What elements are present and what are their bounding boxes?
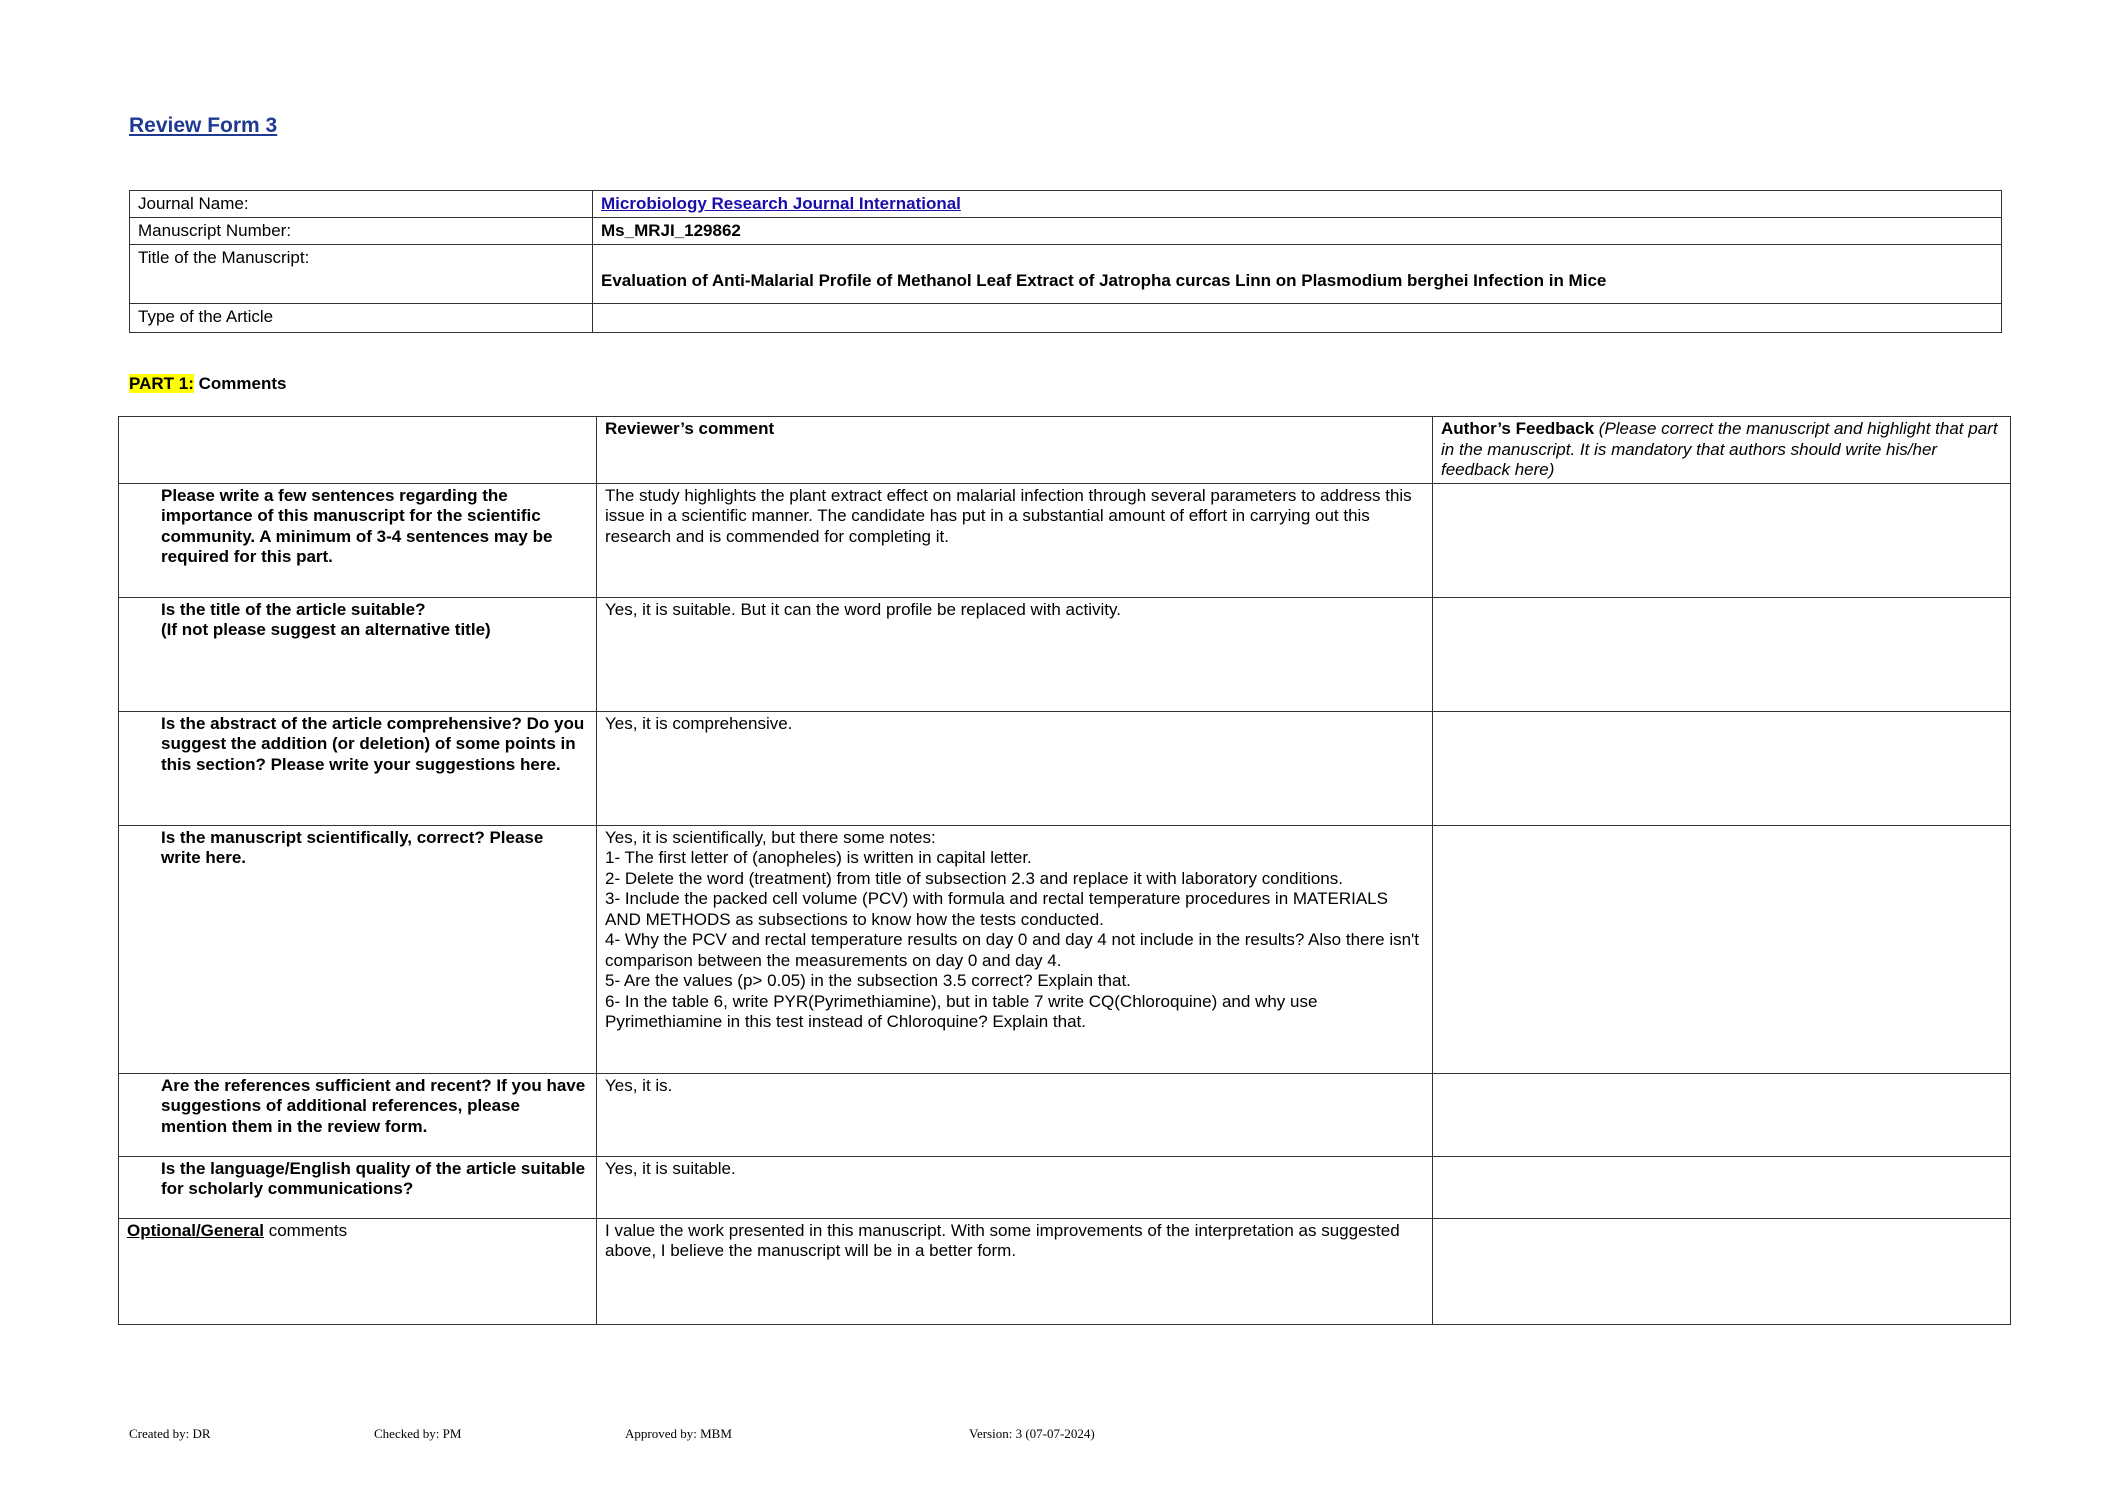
author-feedback-cell[interactable] [1433,825,2011,1073]
author-feedback-cell[interactable] [1433,483,2011,597]
author-feedback-cell[interactable] [1433,597,2011,711]
question-line: (If not please suggest an alternative title) [161,620,491,639]
manuscript-title-value: Evaluation of Anti-Malarial Profile of Methanol Leaf Extract of Jatropha curcas Linn on Plasmodium berghei Infection in Mice [593,245,2002,304]
reviewer-comment [597,1073,1433,1156]
author-feedback-title: Author’s Feedback [1441,419,1595,438]
manuscript-number-label: Manuscript Number: [130,218,593,245]
empty-header-cell [119,417,597,484]
comment-line: 1- The first letter of (anopheles) is written in capital letter. [605,848,1032,867]
table-row [119,1156,2011,1218]
reviewer-comment [597,711,1433,825]
journal-label: Journal Name: [130,191,593,218]
reviewer-comment-header: Reviewer’s comment [597,417,1433,484]
author-feedback-cell[interactable] [1433,1073,2011,1156]
table-row [119,483,2011,597]
comment-line: 6- In the table 6, write PYR(Pyrimethiamine), but in table 7 write CQ(Chloroquine) and why use Pyrimethiamine in this test instead of Chloroquine? Explain that. [605,991,1318,1031]
comment-line: Yes, it is comprehensive. [605,713,793,733]
comment-line: Yes, it is scientifically, but there some notes: [605,827,936,847]
article-type-value [593,304,2002,333]
footer-checked: Checked by: PM [374,1426,462,1441]
table-row [119,711,2011,825]
reviewer-comment [597,1156,1433,1218]
table-row [119,1218,2011,1324]
reviewer-comment [597,597,1433,711]
journal-value-cell [593,191,2002,218]
reviewer-comment [597,483,1433,597]
table-row [130,218,2002,245]
optional-general-label-cell [119,1218,597,1324]
author-feedback-header [1433,417,2011,484]
question-line: Is the title of the article suitable? [161,599,426,619]
footer-created: Created by: DR [129,1426,211,1441]
part1-label: PART 1: [129,374,194,393]
author-feedback-instructions: (Please correct the manuscript and highlight that part in the manuscript. It is mandatory that authors should write his/her feedback here) [1441,419,1998,479]
footer-approved: Approved by: MBM [625,1426,732,1441]
question-references: Are the references sufficient and recent? If you have suggestions of additional references, please mention them in the review form. [119,1073,597,1156]
reviewer-general-comment: I value the work presented in this manuscript. With some improvements of the interpretation as suggested above, I believe the manuscript will be in a better form. [597,1218,1433,1324]
comments-table [118,416,2011,1325]
article-type-label: Type of the Article [130,304,593,333]
author-feedback-cell[interactable] [1433,1218,2011,1324]
author-feedback-cell[interactable] [1433,711,2011,825]
reviewer-comment [597,825,1433,1073]
part1-suffix: Comments [198,374,287,393]
table-row [130,304,2002,333]
comment-line: 5- Are the values (p> 0.05) in the subsection 3.5 correct? Explain that. [605,971,1131,990]
comment-line: The study highlights the plant extract effect on malarial infection through several parameters to address this issue in a scientific manner. The candidate has put in a substantial amount of effort in carrying out this research and is commended for completing it. [605,485,1412,546]
footer-version: Version: 3 (07-07-2024) [969,1426,1095,1441]
author-feedback-cell[interactable] [1433,1156,2011,1218]
question-abstract: Is the abstract of the article comprehensive? Do you suggest the addition (or deletion) of some points in this section? Please write your suggestions here. [119,711,597,825]
journal-link[interactable]: Microbiology Research Journal International [601,194,961,213]
form-title: Review Form 3 [129,114,278,137]
question-title [119,597,597,711]
optional-general-suffix: comments [268,1220,348,1240]
comment-line: Yes, it is suitable. But it can the word profile be replaced with activity. [605,599,1121,619]
comment-line: 4- Why the PCV and rectal temperature results on day 0 and day 4 not include in the results? Also there isn't comparison between the measurements on day 0 and day 4. [605,930,1420,970]
question-language: Is the language/English quality of the article suitable for scholarly communications? [119,1156,597,1218]
comment-line: Yes, it is suitable. [605,1158,736,1178]
manuscript-number-value: Ms_MRJI_129862 [593,218,2002,245]
question-importance: Please write a few sentences regarding the importance of this manuscript for the scientific community. A minimum of 3-4 sentences may be required for this part. [119,483,597,597]
table-row [119,825,2011,1073]
table-row [130,191,2002,218]
table-row [119,1073,2011,1156]
table-row [130,245,2002,304]
table-header-row [119,417,2011,484]
optional-general-label: Optional/General [127,1220,264,1240]
manuscript-info-table [129,190,2002,333]
comment-line: Yes, it is. [605,1075,673,1095]
question-scientific: Is the manuscript scientifically, correct? Please write here. [119,825,597,1073]
part1-heading [129,374,286,394]
table-row [119,597,2011,711]
comment-line: 3- Include the packed cell volume (PCV) with formula and rectal temperature procedures in MATERIALS AND METHODS as subsections to know how the tests conducted. [605,889,1388,929]
comment-line: 2- Delete the word (treatment) from title of subsection 2.3 and replace it with laboratory conditions. [605,868,1343,888]
manuscript-title-label: Title of the Manuscript: [130,245,593,304]
